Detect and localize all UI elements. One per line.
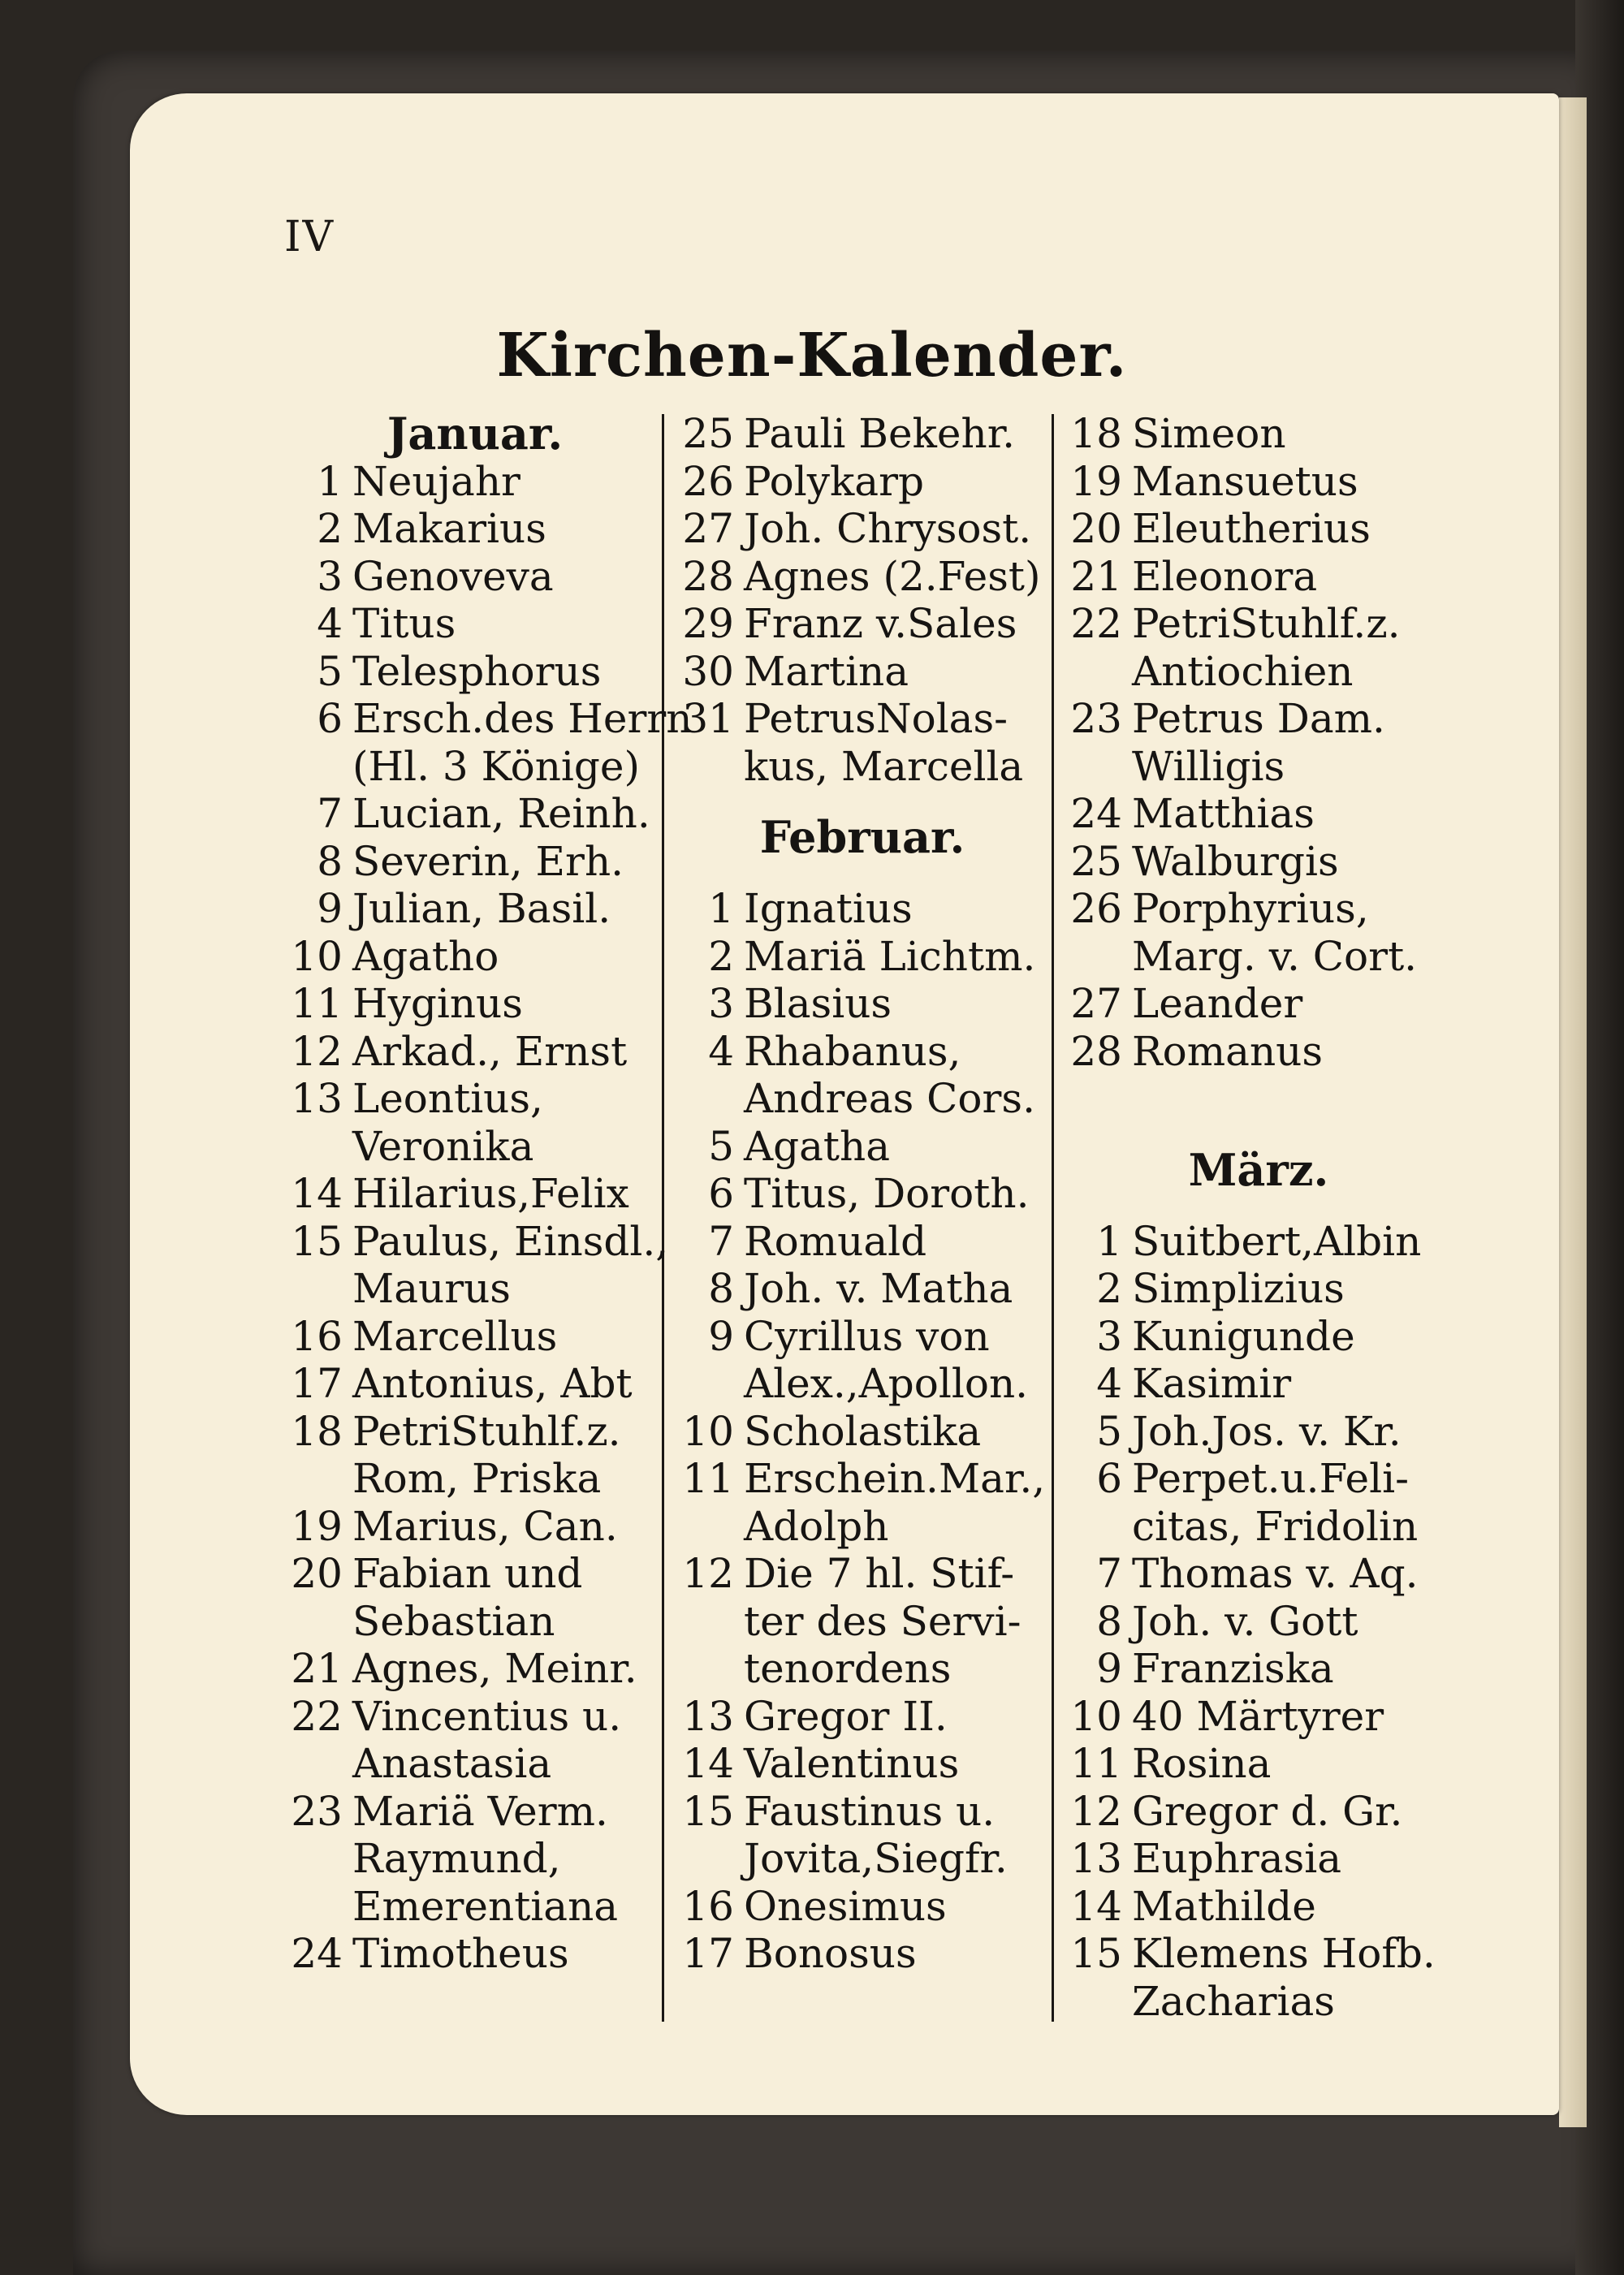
saint-name: Joh. v. Gott [1132,1597,1358,1645]
saint-name: Agatho [352,932,499,980]
saint-name: Makarius [352,505,546,552]
saint-name: Leontius, [352,1075,543,1122]
month-heading: März. [1188,1143,1329,1196]
saint-name: PetriStuhlf.z. [352,1407,621,1455]
day-number: 29 [682,600,734,647]
saint-name: Gregor II. [744,1692,948,1740]
calendar-entry [676,1788,1049,1836]
calendar-entry [1064,553,1453,601]
calendar-entry [1064,1740,1453,1788]
calendar-entry [284,790,666,838]
saint-name: PetrusNolas- [744,695,1009,742]
saint-name: Eleutherius [1132,505,1371,552]
calendar-entry [284,1075,666,1123]
day-number: 4 [1096,1360,1122,1407]
column-rule [1052,414,1054,2022]
day-number: 1 [1096,1217,1122,1265]
day-number: 3 [1096,1312,1122,1360]
saint-name: Die 7 hl. Stif- [744,1550,1015,1597]
saint-name: Scholastika [744,1407,982,1455]
calendar-entry [284,1550,666,1598]
day-number: 25 [682,410,734,457]
calendar-entry [284,458,666,506]
calendar-entry [676,1170,1049,1218]
saint-name: Vincentius u. [352,1692,622,1740]
calendar-entry [676,1550,1049,1598]
day-number: 9 [1096,1645,1122,1692]
day-number: 27 [682,505,734,552]
day-number: 1 [708,885,734,932]
calendar-entry [1064,458,1453,506]
saint-name: Titus, Doroth. [744,1170,1030,1217]
page-number: IV [284,213,335,261]
calendar-entry [1064,838,1453,886]
day-number: 2 [317,505,343,552]
entry-continuation: Marg. v. Cort. [1132,932,1418,980]
saint-name: Mariä Verm. [352,1787,608,1835]
saint-name: Romuald [744,1217,927,1265]
day-number: 27 [1070,980,1122,1027]
day-number: 18 [291,1407,343,1455]
entry-continuation: Rom, Priska [352,1455,602,1502]
calendar-entry [1064,1598,1453,1646]
day-number: 26 [1070,885,1122,932]
saint-name: Ignatius [744,885,913,932]
day-number: 15 [682,1787,734,1835]
saint-name: Titus [352,600,456,647]
day-number: 10 [1070,1692,1122,1740]
entry-continuation: Adolph [744,1502,889,1550]
day-number: 12 [682,1550,734,1597]
calendar-entry [284,1930,666,1978]
saint-name: Suitbert,Albin [1132,1217,1422,1265]
saint-name: Antonius, Abt [352,1360,633,1407]
calendar-entry [676,648,1049,696]
calendar-entry [284,505,666,553]
day-number: 11 [291,980,343,1027]
calendar-entry [284,600,666,648]
calendar-entry [1064,1360,1453,1408]
day-number: 14 [682,1740,734,1787]
day-number: 26 [682,457,734,505]
calendar-entry [676,1218,1049,1266]
calendar-entry [1064,1835,1453,1883]
day-number: 24 [1070,790,1122,837]
saint-name: Faustinus u. [744,1787,996,1835]
day-number: 23 [291,1787,343,1835]
day-number: 14 [291,1170,343,1217]
calendar-entry [1064,1930,1453,1978]
saint-name: Blasius [744,980,892,1027]
saint-name: Joh. Chrysost. [744,505,1032,552]
calendar-entry [676,458,1049,506]
entry-continuation: (Hl. 3 Könige) [352,742,641,790]
calendar-entry [284,980,666,1028]
entry-continuation: Veronika [352,1122,534,1170]
calendar-entry [676,1693,1049,1741]
saint-name: Marcellus [352,1312,558,1360]
day-number: 4 [708,1027,734,1075]
calendar-entry [284,648,666,696]
day-number: 13 [682,1692,734,1740]
saint-name: Marius, Can. [352,1502,618,1550]
calendar-entry [284,933,666,981]
saint-name: Kunigunde [1132,1312,1355,1360]
calendar-entry [676,553,1049,601]
calendar-entry [676,1740,1049,1788]
saint-name: Kasimir [1132,1360,1292,1407]
saint-name: Julian, Basil. [352,885,611,932]
calendar-entry [1064,1218,1453,1266]
day-number: 11 [1070,1740,1122,1787]
saint-name: Agatha [744,1122,891,1170]
calendar-entry [284,1028,666,1076]
calendar-entry [284,695,693,743]
calendar-entry [284,1503,666,1551]
day-number: 7 [708,1217,734,1265]
entry-continuation: kus, Marcella [744,742,1024,790]
calendar-entry [676,1455,1049,1503]
saint-name: Agnes, Meinr. [352,1645,637,1692]
saint-name: Gregor d. Gr. [1132,1787,1403,1835]
calendar-entry [284,838,666,886]
calendar-entry [676,1028,1049,1076]
saint-name: Genoveva [352,552,554,600]
saint-name: Cyrillus von [744,1312,990,1360]
calendar-entry [1064,980,1453,1028]
spacer [1064,1075,1453,1123]
month-heading: Januar. [387,408,564,460]
day-number: 31 [682,695,734,742]
calendar-entry [284,1693,666,1741]
day-number: 14 [1070,1882,1122,1930]
calendar-entry [1064,885,1453,933]
saint-name: Ersch.des Herrn [352,695,693,742]
saint-name: Romanus [1132,1027,1324,1075]
saint-name: PetriStuhlf.z. [1132,600,1401,647]
entry-continuation: Raymund, [352,1835,561,1882]
calendar-entry [676,1265,1049,1313]
day-number: 8 [708,1265,734,1312]
entry-continuation: citas, Fridolin [1132,1502,1419,1550]
calendar-entry [676,1408,1049,1456]
saint-name: Neujahr [352,457,520,505]
month-heading: Februar. [759,811,965,863]
saint-name: Klemens Hofb. [1132,1930,1436,1977]
day-number: 10 [682,1407,734,1455]
day-number: 19 [291,1502,343,1550]
day-number: 7 [317,790,343,837]
calendar-column-3 [1064,410,1453,2025]
calendar-entry [1064,1693,1453,1741]
day-number: 18 [1070,410,1122,457]
day-number: 17 [291,1360,343,1407]
day-number: 7 [1096,1550,1122,1597]
saint-name: Mariä Lichtm. [744,932,1036,980]
entry-continuation: Anastasia [352,1740,552,1787]
calendar-entry [1064,505,1453,553]
calendar-entry [676,885,1049,933]
calendar-entry [284,1408,666,1456]
calendar-entry [1064,1788,1453,1836]
entry-continuation: Jovita,Siegfr. [744,1835,1008,1882]
saint-name: Lucian, Reinh. [352,790,650,837]
calendar-entry [284,885,666,933]
saint-name: Euphrasia [1132,1835,1342,1882]
day-number: 3 [708,980,734,1027]
calendar-entry [1064,1645,1453,1693]
day-number: 3 [317,552,343,600]
day-number: 15 [291,1217,343,1265]
day-number: 11 [682,1455,734,1502]
day-number: 22 [291,1692,343,1740]
day-number: 6 [317,695,343,742]
saint-name: Joh. v. Matha [744,1265,1013,1312]
saint-name: Polykarp [744,457,924,505]
saint-name: Franziska [1132,1645,1334,1692]
saint-name: Walburgis [1132,837,1339,885]
day-number: 10 [291,932,343,980]
saint-name: Mansuetus [1132,457,1358,505]
calendar-entry [1064,695,1453,743]
calendar-entry [676,505,1049,553]
calendar-entry [676,980,1049,1028]
saint-name: Rosina [1132,1740,1272,1787]
saint-name: Joh.Jos. v. Kr. [1132,1407,1402,1455]
day-number: 21 [291,1645,343,1692]
day-number: 20 [1070,505,1122,552]
entry-continuation: Emerentiana [352,1882,619,1930]
calendar-entry [1064,1550,1453,1598]
day-number: 17 [682,1930,734,1977]
day-number: 4 [317,600,343,647]
saint-name: Erschein.Mar., [744,1455,1046,1502]
day-number: 5 [1096,1407,1122,1455]
saint-name: Onesimus [744,1882,947,1930]
saint-name: Fabian und [352,1550,583,1597]
day-number: 8 [317,837,343,885]
entry-continuation: Sebastian [352,1597,555,1645]
day-number: 9 [708,1312,734,1360]
saint-name: Timotheus [352,1930,569,1977]
day-number: 5 [317,647,343,695]
entry-continuation: Andreas Cors. [744,1075,1035,1122]
calendar-entry [284,1360,666,1408]
day-number: 13 [1070,1835,1122,1882]
saint-name: Simplizius [1132,1265,1345,1312]
calendar-entry [284,1313,666,1361]
saint-name: Eleonora [1132,552,1318,600]
calendar-column-2 [676,410,1049,1978]
day-number: 22 [1070,600,1122,647]
day-number: 24 [291,1930,343,1977]
day-number: 8 [1096,1597,1122,1645]
calendar-entry [284,553,666,601]
entry-continuation: Alex.,Apollon. [744,1360,1029,1407]
entry-continuation: Antiochien [1132,647,1354,695]
day-number: 16 [682,1882,734,1930]
day-number: 25 [1070,837,1122,885]
day-number: 6 [1096,1455,1122,1502]
saint-name: Martina [744,647,909,695]
calendar-entry [676,410,1049,458]
saint-name: Paulus, Einsdl., [352,1217,669,1265]
entry-continuation: Willigis [1132,742,1285,790]
day-number: 9 [317,885,343,932]
calendar-entry [284,1170,666,1218]
day-number: 21 [1070,552,1122,600]
calendar-entry [1064,1028,1453,1076]
day-number: 2 [1096,1265,1122,1312]
calendar-entry [1064,1265,1453,1313]
day-number: 1 [317,457,343,505]
saint-name: Franz v.Sales [744,600,1017,647]
saint-name: Perpet.u.Feli- [1132,1455,1409,1502]
saint-name: Valentinus [744,1740,960,1787]
saint-name: Simeon [1132,410,1286,457]
saint-name: Matthias [1132,790,1315,837]
saint-name: Agnes (2.Fest) [744,552,1041,600]
page-title: Kirchen-Kalender. [496,321,1128,391]
day-number: 6 [708,1170,734,1217]
day-number: 12 [1070,1787,1122,1835]
saint-name: Severin, Erh. [352,837,624,885]
entry-continuation: ter des Servi- [744,1597,1021,1645]
calendar-entry [676,695,1049,743]
day-number: 15 [1070,1930,1122,1977]
entry-continuation: Maurus [352,1265,511,1312]
day-number: 16 [291,1312,343,1360]
day-number: 28 [1070,1027,1122,1075]
calendar-entry [676,933,1049,981]
calendar-entry [1064,1408,1453,1456]
day-number: 20 [291,1550,343,1597]
saint-name: Leander [1132,980,1303,1027]
day-number: 23 [1070,695,1122,742]
saint-name: Porphyrius, [1132,885,1369,932]
calendar-entry [1064,790,1453,838]
calendar-entry [676,600,1049,648]
calendar-entry [284,1217,669,1266]
saint-name: Bonosus [744,1930,917,1977]
day-number: 12 [291,1027,343,1075]
calendar-column-1 [284,408,693,1978]
entry-continuation: Zacharias [1132,1977,1335,2025]
saint-name: Rhabanus, [744,1027,961,1075]
saint-name: Hilarius,Felix [352,1170,629,1217]
calendar-entry [676,1123,1049,1171]
saint-name: Mathilde [1132,1882,1316,1930]
day-number: 5 [708,1122,734,1170]
calendar-entry [1064,410,1453,458]
saint-name: 40 Märtyrer [1132,1692,1384,1740]
calendar-entry [1064,1883,1453,1931]
entry-continuation: tenordens [744,1645,952,1692]
saint-name: Petrus Dam. [1132,695,1385,742]
calendar-entry [676,1883,1049,1931]
day-number: 19 [1070,457,1122,505]
page-edges [1559,97,1587,2127]
day-number: 30 [682,647,734,695]
saint-name: Thomas v. Aq. [1132,1550,1419,1597]
calendar-entry [1064,600,1453,648]
calendar-entry [1064,1313,1453,1361]
calendar-entry [676,1313,1049,1361]
day-number: 2 [708,932,734,980]
calendar-entry [284,1788,666,1836]
saint-name: Hyginus [352,980,523,1027]
day-number: 28 [682,552,734,600]
saint-name: Telesphorus [352,647,602,695]
calendar-entry [1064,1455,1453,1503]
calendar-entry [676,1930,1049,1978]
saint-name: Pauli Bekehr. [744,410,1016,457]
saint-name: Arkad., Ernst [352,1027,628,1075]
calendar-entry [284,1645,666,1693]
day-number: 13 [291,1075,343,1122]
